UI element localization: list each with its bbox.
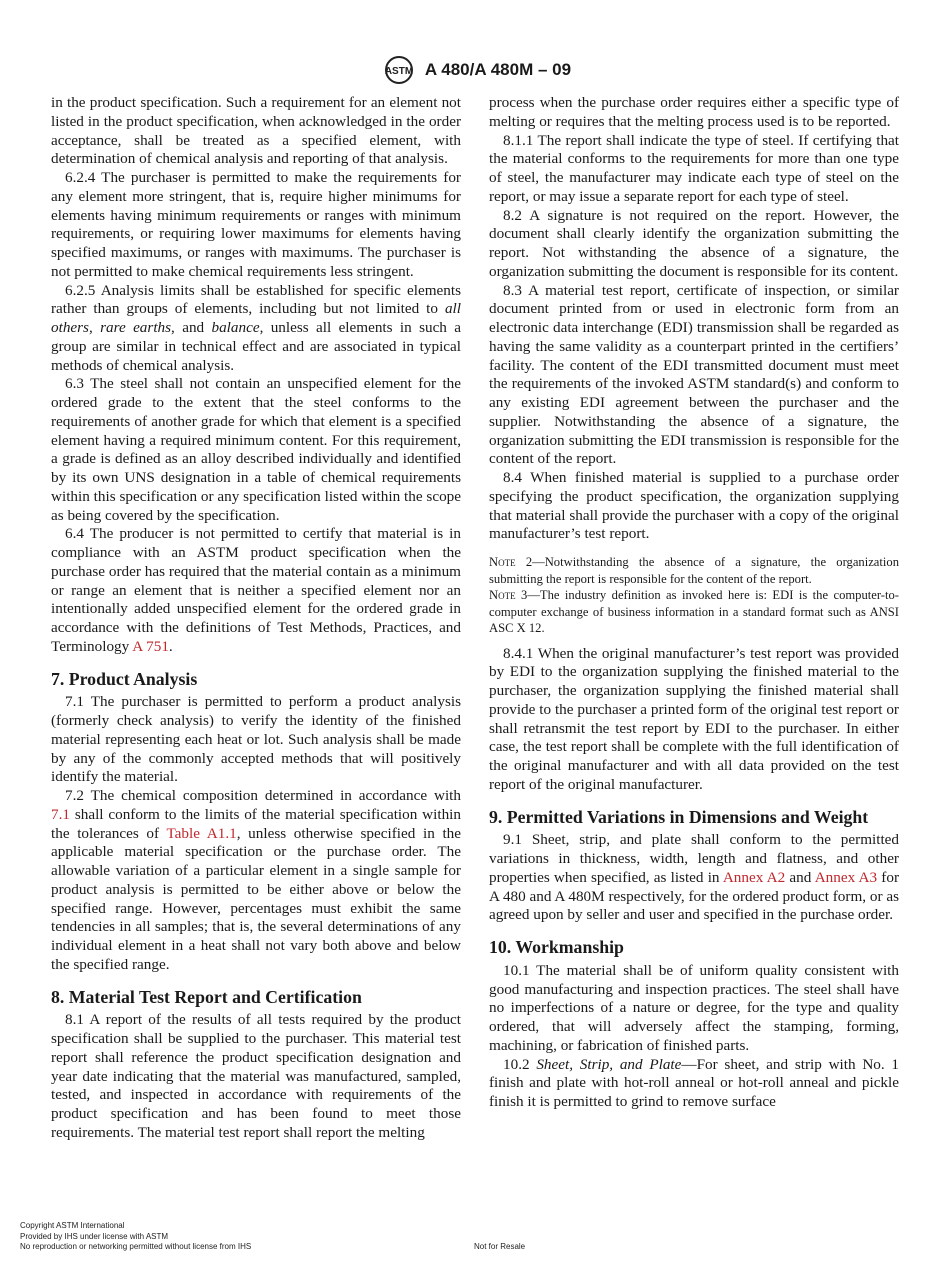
text-run: 8.4.1 When the original manufacturer’s test report was provided by EDI to the organization supplying the finished material to the purchaser, the organization supplying the finished material shall provide to the purchaser a printed form of the original test report or shall retransmit the test report by EDI to the purchaser. In either case, the test report shall be complete with the full identification of the original manufacturer and with all data provided on the test report of the original manufacturer. <box>489 644 899 793</box>
text-run: shall conform to the limits of the material specification within the tolerances of <box>51 805 461 842</box>
not-for-resale: Not for Resale <box>474 1242 526 1251</box>
text-run: , unless otherwise specified in the applicable material specification or the purchase order. The allowable variation of a particular element in a single sample for product analysis is permitted to be either above or below the specified range. However, percentages must exhibit the same tendencies in all samples; that is, the several determinations of any individual element in a heat shall not vary both above and below the specified range. <box>51 824 461 973</box>
footer-line: No reproduction or networking permitted without license from IHS <box>20 1242 252 1251</box>
text-run: process when the purchase order requires either a specific type of melting or requires that the melting process used is to be reported. <box>489 94 899 130</box>
text-run: 8. Material Test Report and Certification <box>51 986 362 1007</box>
paragraph <box>51 169 461 282</box>
section-heading <box>51 670 461 689</box>
text-run: Sheet, Strip, and Plate <box>536 1055 682 1073</box>
text-run: 6.2.4 The purchaser is permitted to make the requirements for any element more stringent, that is, require higher minimums for elements having minimum requirements or ranges with minimum requirements, or requiring lower maximums for elements having specified maximums, or ranges with maximums. The purchaser is not permitted to make chemical requirements less stringent. <box>51 169 461 280</box>
text-run: 8.2 A signature is not required on the report. However, the document shall clearly identify the organization submitting the report. Not withstanding the absence of a signature, the organization submitting the document is responsible for its content. <box>489 206 899 280</box>
text-run: 3—The industry definition as invoked here is: EDI is the computer-to-computer exchange of business information in a standard format such as ANSI ASC X 12. <box>489 588 899 635</box>
text-run: 7. Product Analysis <box>51 668 198 689</box>
text-run: 8.4 When finished material is supplied to a purchase order specifying the product specification, the organization supplying that material shall provide the purchaser with a copy of the original manufacturer’s test report. <box>489 469 899 543</box>
text-run: , unless all elements in such a group are similar in technical effect and are associated in typical methods of chemical analysis. <box>51 319 461 374</box>
text-run: 10.1 The material shall be of uniform quality consistent with good manufacturing and inspection practices. The steel shall have no imperfections of a nature or degree, for the type and quality ordered, that will adversely affect the stamping, forming, machining, or fabrication of finished parts. <box>489 961 899 1054</box>
text-run: 10.2 <box>503 1055 537 1073</box>
text-run: for A 480 and A 480M respectively, for the ordered product form, or as agreed upon by seller and user and specified in the purchase order. <box>489 868 899 924</box>
paragraph <box>489 132 899 207</box>
text-run: 8.1 A report of the results of all tests required by the product specification shall be supplied to the purchaser. This material test report shall reference the product specification designation and year date indicating that the material was manufactured, sampled, tested, and inspected in accordance with requirements of the product specification and has been found to meet those requirements. The material test report shall report the melting <box>51 1011 461 1141</box>
paragraph <box>51 94 461 169</box>
paragraph <box>489 207 899 282</box>
text-run: 7.2 The chemical composition determined in accordance with <box>65 787 461 804</box>
document-designation: A 480/A 480M – 09 <box>424 60 572 79</box>
paragraph <box>489 94 899 132</box>
svg-text:ASTM: ASTM <box>384 66 414 77</box>
text-run: 9.1 Sheet, strip, and plate shall conform to the permitted variations in thickness, width, length and flatness, and other properties when specified, as listed in <box>489 831 899 886</box>
page-header <box>0 55 950 85</box>
text-run: 7.1 The purchaser is permitted to perform a product analysis (formerly check analysis) to verify the identity of the finished material representing each heat or lot. Such analysis shall be made by any of the commonly accepted methods that will positively identify the material. <box>51 693 461 786</box>
paragraph <box>51 693 461 787</box>
note <box>489 554 899 587</box>
text-run: 6.4 The producer is not permitted to certify that material is in compliance with an ASTM product specification when the purchase order has required that the material contain as a minimum or range an element that is neither a specified element nor an intentionally added unspecified element for the ordered grade in accordance with the definitions of Test Methods, Practices, and Terminology <box>51 525 461 655</box>
text-run: Note <box>489 555 516 569</box>
paragraph <box>489 645 899 795</box>
left-column <box>51 94 461 1143</box>
paragraph <box>489 1056 899 1112</box>
note <box>489 587 899 637</box>
text-run: all others <box>51 300 461 336</box>
section-heading <box>489 938 899 957</box>
copyright-notice <box>20 1221 251 1253</box>
text-run: Note <box>489 588 516 602</box>
astm-logo-icon <box>379 55 419 85</box>
paragraph <box>489 962 899 1056</box>
text-run: 9. Permitted Variations in Dimensions and Weight <box>489 806 869 827</box>
cross-reference-link[interactable]: 7.1 <box>51 805 70 823</box>
paragraph <box>489 831 899 925</box>
paragraph <box>51 375 461 525</box>
text-run: 8.1.1 The report shall indicate the type of steel. If certifying that the material conforms to the requirements for more than one type of steel, the manufacturer may indicate each type of steel on the report, or may issue a separate report for each type of steel. <box>489 131 899 205</box>
footer-line: Provided by IHS under license with ASTM <box>20 1231 169 1241</box>
section-heading <box>489 808 899 827</box>
paragraph <box>489 282 899 470</box>
text-run: and <box>785 868 815 886</box>
paragraph <box>51 525 461 656</box>
paragraph <box>51 1011 461 1142</box>
text-run: 8.3 A material test report, certificate of inspection, or similar document printed from or used in electronic form from an electronic data interchange (EDI) transmission shall be regarded as having the same validity as a counterpart printed in the certifiers’ facility. The content of the EDI transmitted document must meet the requirements of the invoked ASTM standard(s) and conform to any existing EDI agreement between the purchaser and the supplier. Notwithstanding the absence of a signature, the organization submitting the EDI transmission is responsible for the content of the report. <box>489 281 899 468</box>
right-column <box>489 94 899 1112</box>
text-run: 6.2.5 Analysis limits shall be established for specific elements rather than groups of elements, including but not limited to <box>51 281 461 318</box>
text-run: in the product specification. Such a requirement for an element not listed in the product specification, when acknowledged in the order acceptance, shall be treated as a specified element, with determination of chemical analysis and reporting of that analysis. <box>51 94 461 168</box>
footer-line: Copyright ASTM International <box>20 1221 125 1230</box>
cross-reference-link[interactable]: Table A1.1 <box>166 824 237 842</box>
text-run: , <box>88 319 101 336</box>
cross-reference-link[interactable]: A 751 <box>132 637 169 655</box>
text-run: , and <box>171 319 212 336</box>
text-run: 6.3 The steel shall not contain an unspecified element for the ordered grade to the extent that the steel conforms to the requirements of another grade for which that element is a specified element having a required minimum content. For this requirement, a grade is defined as an alloy described individually and identified by its own UNS designation in a table of chemical requirements within this specification or any specification listed within the scope as being covered by the specification. <box>51 375 461 524</box>
cross-reference-link[interactable]: Annex A2 <box>722 868 786 886</box>
paragraph <box>51 787 461 975</box>
paragraph <box>51 282 461 376</box>
cross-reference-link[interactable]: Annex A3 <box>814 868 878 886</box>
text-run: rare earths <box>100 319 172 336</box>
text-run: balance <box>211 319 260 336</box>
text-run: 2—Notwithstanding the absence of a signature, the organization submitting the report is responsible for the content of the report. <box>489 555 899 586</box>
section-heading <box>51 988 461 1007</box>
text-run: . <box>168 637 173 655</box>
text-run: —For sheet, and strip with No. 1 finish and plate with hot-roll anneal or hot-roll anneal and pickle finish it is permitted to grind to remove surface <box>489 1055 900 1110</box>
text-run: 10. Workmanship <box>489 937 624 957</box>
paragraph <box>489 469 899 544</box>
